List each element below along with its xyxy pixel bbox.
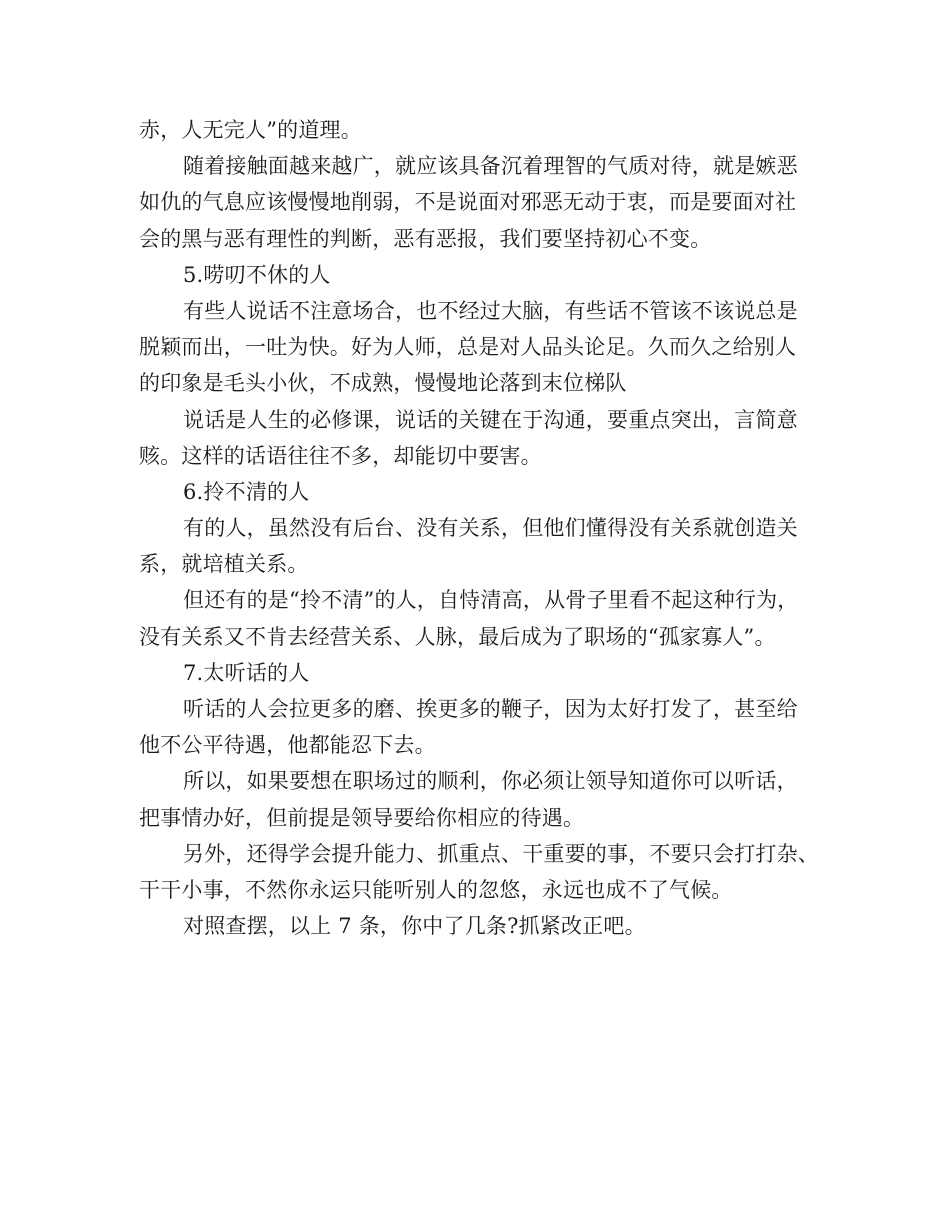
text-line: 听话的人会拉更多的磨、挨更多的鞭子，因为太好打发了，甚至给 (183, 697, 798, 721)
text-line: 他不公平待遇，他都能忍下去。 (139, 733, 436, 758)
text-line: 赤，人无完人”的道理。 (139, 118, 362, 142)
text-line: 会的黑与恶有理性的判断，恶有恶报，我们要坚持初心不变。 (139, 226, 712, 251)
text-line: 另外，还得学会提升能力、抓重点、干重要的事，不要只会打打杂、 (183, 841, 819, 866)
text-line: 5.唠叨不休的人 (183, 262, 331, 287)
text-line: 所以，如果要想在职场过的顺利，你必须让领导知道你可以听话， (183, 769, 798, 794)
text-line: 赅。这样的话语往往不多，却能切中要害。 (139, 443, 542, 468)
document-body (139, 112, 829, 944)
text-line: 但还有的是“拎不清”的人，自恃清高，从骨子里看不起这种行为， (183, 588, 799, 613)
text-line: 6.拎不清的人 (183, 479, 310, 504)
text-line: 如仇的气息应该慢慢地削弱，不是说面对邪恶无动于衷，而是要面对社 (139, 190, 797, 215)
text-line: 随着接触面越来越广，就应该具备沉着理智的气质对待，就是嫉恶 (183, 154, 798, 179)
text-line: 脱颖而出，一吐为快。好为人师，总是对人品头论足。久而久之给别人 (139, 335, 797, 360)
text-line: 对照查摆，以上 7 条，你中了几条?抓紧改正吧。 (183, 914, 646, 939)
text-line: 把事情办好，但前提是领导要给你相应的待遇。 (139, 805, 585, 830)
text-line: 7.太听话的人 (183, 660, 310, 685)
text-line: 说话是人生的必修课，说话的关键在于沟通，要重点突出，言简意 (183, 407, 798, 432)
text-line: 有些人说话不注意场合，也不经过大脑，有些话不管该不该说总是 (183, 298, 798, 323)
text-line: 没有关系又不肯去经营关系、人脉，最后成为了职场的“孤家寡人”。 (139, 624, 776, 649)
text-line: 的印象是毛头小伙，不成熟，慢慢地论落到末位梯队 (139, 371, 627, 396)
text-line: 系，就培植关系。 (139, 552, 309, 577)
text-line: 干干小事，不然你永运只能听别人的忽悠，永远也成不了气候。 (139, 877, 733, 902)
text-line: 有的人，虽然没有后台、没有关系，但他们懂得没有关系就创造关 (183, 516, 798, 541)
